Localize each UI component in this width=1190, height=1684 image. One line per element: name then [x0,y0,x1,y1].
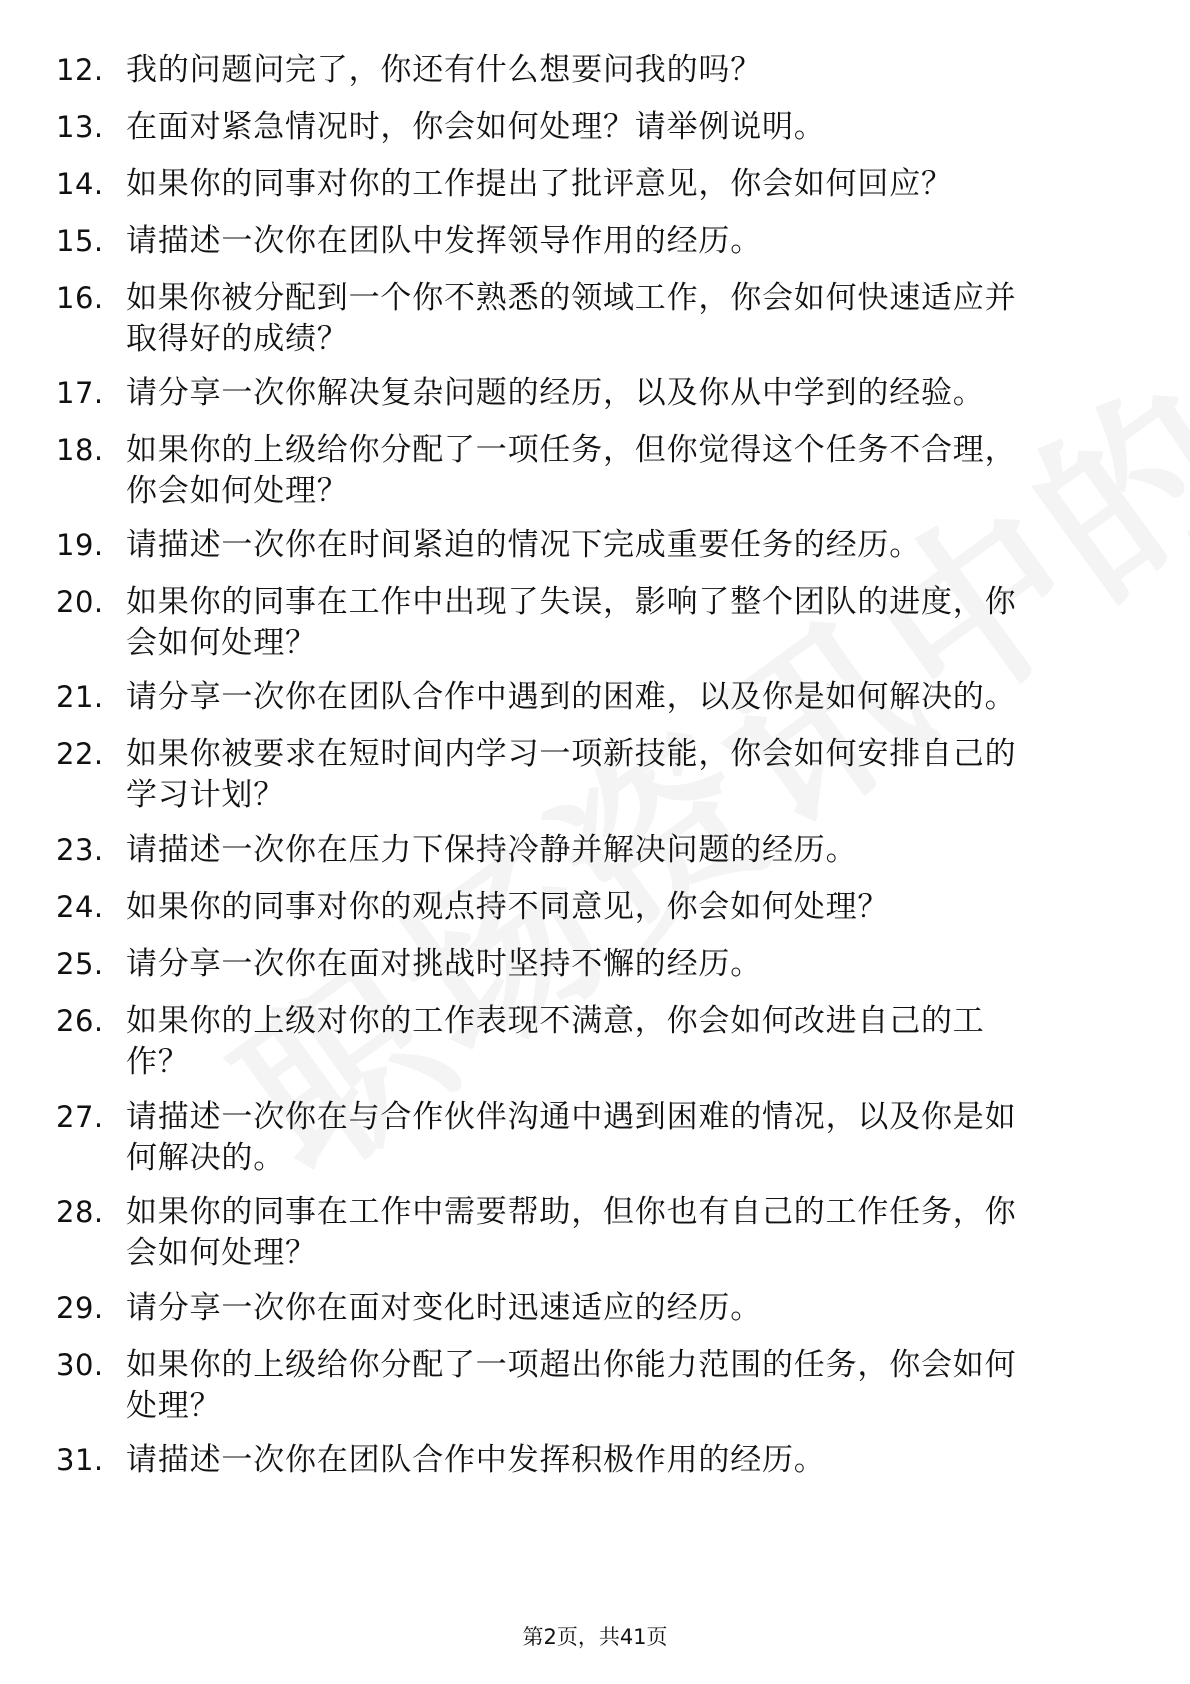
question-number: 20. [56,585,104,619]
question-text: 在面对紧急情况时，你会如何处理？请举例说明。 [126,109,826,145]
question-text: 如果你被分配到一个你不熟悉的领域工作，你会如何快速适应并 取得好的成绩？ [126,280,1017,357]
question-text: 我的问题问完了，你还有什么想要问我的吗？ [126,52,762,88]
question-number: 26. [56,1004,104,1038]
question-text: 如果你被要求在短时间内学习一项新技能，你会如何安排自己的 学习计划？ [126,736,1017,813]
question-number: 28. [56,1195,104,1229]
question-text: 请分享一次你在团队合作中遇到的困难，以及你是如何解决的。 [126,679,1017,715]
question-number: 23. [56,833,104,867]
question-number: 27. [56,1100,104,1134]
question-number: 17. [56,376,104,410]
question-text: 如果你的上级给你分配了一项任务，但你觉得这个任务不合理， 你会如何处理？ [126,432,1017,509]
question-number: 12. [56,53,104,87]
question-number: 19. [56,528,104,562]
question-number: 21. [56,680,104,714]
question-text: 如果你的同事对你的观点持不同意见，你会如何处理？ [126,889,890,925]
question-number: 30. [56,1348,104,1382]
question-number: 31. [56,1443,104,1477]
question-text: 请描述一次你在压力下保持冷静并解决问题的经历。 [126,832,858,868]
question-text: 如果你的同事对你的工作提出了批评意见，你会如何回应？ [126,166,953,202]
question-text: 如果你的上级给你分配了一项超出你能力范围的任务，你会如何 处理？ [126,1347,1017,1424]
question-text: 请分享一次你解决复杂问题的经历，以及你从中学到的经验。 [126,375,985,411]
page-number-footer: 第2页，共41页 [522,1625,668,1649]
question-number: 25. [56,947,104,981]
question-number: 13. [56,110,104,144]
question-number: 16. [56,281,104,315]
question-number: 29. [56,1291,104,1325]
question-number: 18. [56,433,104,467]
question-text: 如果你的同事在工作中出现了失误，影响了整个团队的进度，你 会如何处理？ [126,584,1017,661]
question-number: 14. [56,167,104,201]
question-text: 请描述一次你在团队中发挥领导作用的经历。 [126,223,762,259]
question-text: 请分享一次你在面对变化时迅速适应的经历。 [126,1290,762,1326]
question-number: 22. [56,737,104,771]
question-text: 请描述一次你在时间紧迫的情况下完成重要任务的经历。 [126,527,921,563]
question-number: 15. [56,224,104,258]
question-text: 请描述一次你在团队合作中发挥积极作用的经历。 [126,1442,826,1478]
question-text: 请分享一次你在面对挑战时坚持不懈的经历。 [126,946,762,982]
question-text: 如果你的同事在工作中需要帮助，但你也有自己的工作任务，你 会如何处理？ [126,1194,1017,1271]
question-text: 如果你的上级对你的工作表现不满意，你会如何改进自己的工 作？ [126,1003,985,1080]
question-number: 24. [56,890,104,924]
question-text: 请描述一次你在与合作伙伴沟通中遇到困难的情况，以及你是如 何解决的。 [126,1099,1017,1176]
